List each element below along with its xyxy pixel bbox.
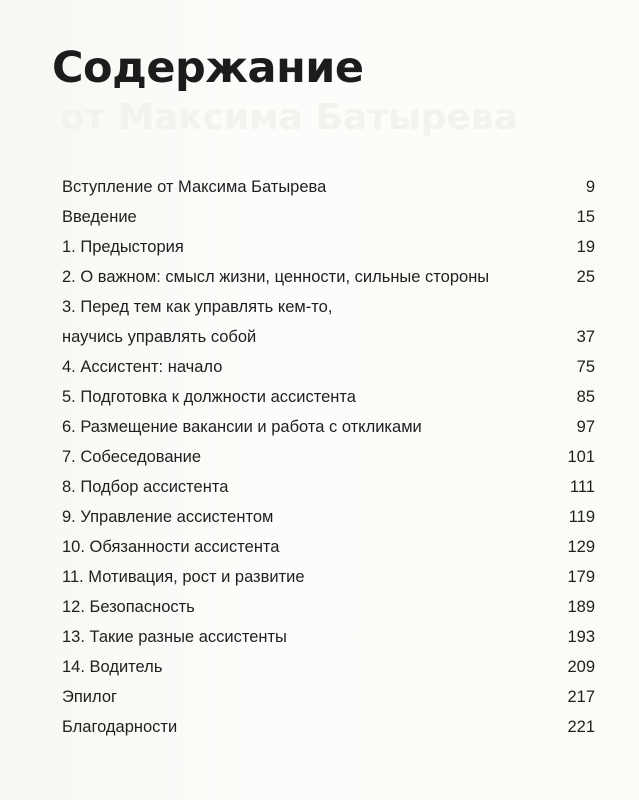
toc-entry-page-number: 15 <box>576 208 595 226</box>
toc-entry <box>62 262 595 292</box>
toc-entry <box>62 472 595 502</box>
toc-entry-title: 3. Перед тем как управлять кем-то, <box>62 298 333 316</box>
toc-entry-page-number: 217 <box>567 688 595 706</box>
table-of-contents <box>62 172 595 742</box>
toc-entry-title: 13. Такие разные ассистенты <box>62 628 287 646</box>
toc-entry <box>62 592 595 622</box>
toc-entry-title: 2. О важном: смысл жизни, ценности, сильные стороны <box>62 268 490 286</box>
toc-entry-page-number: 221 <box>567 718 595 736</box>
toc-entry-page-number: 101 <box>567 448 595 466</box>
toc-entry-page-number: 37 <box>576 328 595 346</box>
toc-entry <box>62 382 595 412</box>
toc-entry-title: 6. Размещение вакансии и работа с откликами <box>62 418 422 436</box>
toc-entry <box>62 562 595 592</box>
toc-entry <box>62 712 595 742</box>
toc-entry <box>62 412 595 442</box>
toc-entry-title: 10. Обязанности ассистента <box>62 538 280 556</box>
toc-entry <box>62 232 595 262</box>
toc-entry-page-number: 19 <box>576 238 595 256</box>
toc-entry <box>62 352 595 382</box>
toc-entry-title: 7. Собеседование <box>62 448 202 466</box>
toc-entry-page-number: 193 <box>567 628 595 646</box>
toc-entry <box>62 682 595 712</box>
toc-entry <box>62 652 595 682</box>
toc-entry <box>62 502 595 532</box>
toc-entry-title: 14. Водитель <box>62 658 163 676</box>
toc-entry-title: научись управлять собой <box>62 328 257 346</box>
toc-entry <box>62 172 595 202</box>
toc-entry <box>62 622 595 652</box>
toc-entry-title: 9. Управление ассистентом <box>62 508 274 526</box>
toc-entry <box>62 292 595 352</box>
show-through-text: от Максима Батырева <box>60 97 518 138</box>
toc-entry <box>62 442 595 472</box>
toc-entry-title: Благодарности <box>62 718 178 736</box>
toc-entry-page-number: 119 <box>568 508 595 526</box>
toc-entry-page-number: 75 <box>576 358 595 376</box>
toc-entry-title: Эпилог <box>62 688 118 706</box>
toc-entry-title: 4. Ассистент: начало <box>62 358 223 376</box>
page-title: Содержание <box>52 43 364 93</box>
toc-entry-title: 1. Предыстория <box>62 238 184 256</box>
toc-entry-page-number: 9 <box>585 178 595 196</box>
toc-entry-title: 5. Подготовка к должности ассистента <box>62 388 356 406</box>
toc-entry <box>62 202 595 232</box>
toc-entry-page-number: 129 <box>567 538 595 556</box>
toc-entry-page-number: 111 <box>569 478 595 496</box>
toc-entry-page-number: 97 <box>576 418 595 436</box>
toc-entry-page-number: 209 <box>567 658 595 676</box>
toc-entry-page-number: 25 <box>576 268 595 286</box>
toc-entry-title: Вступление от Максима Батырева <box>62 178 327 196</box>
toc-entry-title: 12. Безопасность <box>62 598 195 616</box>
toc-entry-title: Введение <box>62 208 137 226</box>
toc-entry-title: 11. Мотивация, рост и развитие <box>62 568 305 586</box>
toc-entry <box>62 532 595 562</box>
toc-entry-page-number: 179 <box>567 568 595 586</box>
toc-entry-page-number: 189 <box>567 598 595 616</box>
toc-entry-page-number: 85 <box>576 388 595 406</box>
toc-entry-title: 8. Подбор ассистента <box>62 478 229 496</box>
